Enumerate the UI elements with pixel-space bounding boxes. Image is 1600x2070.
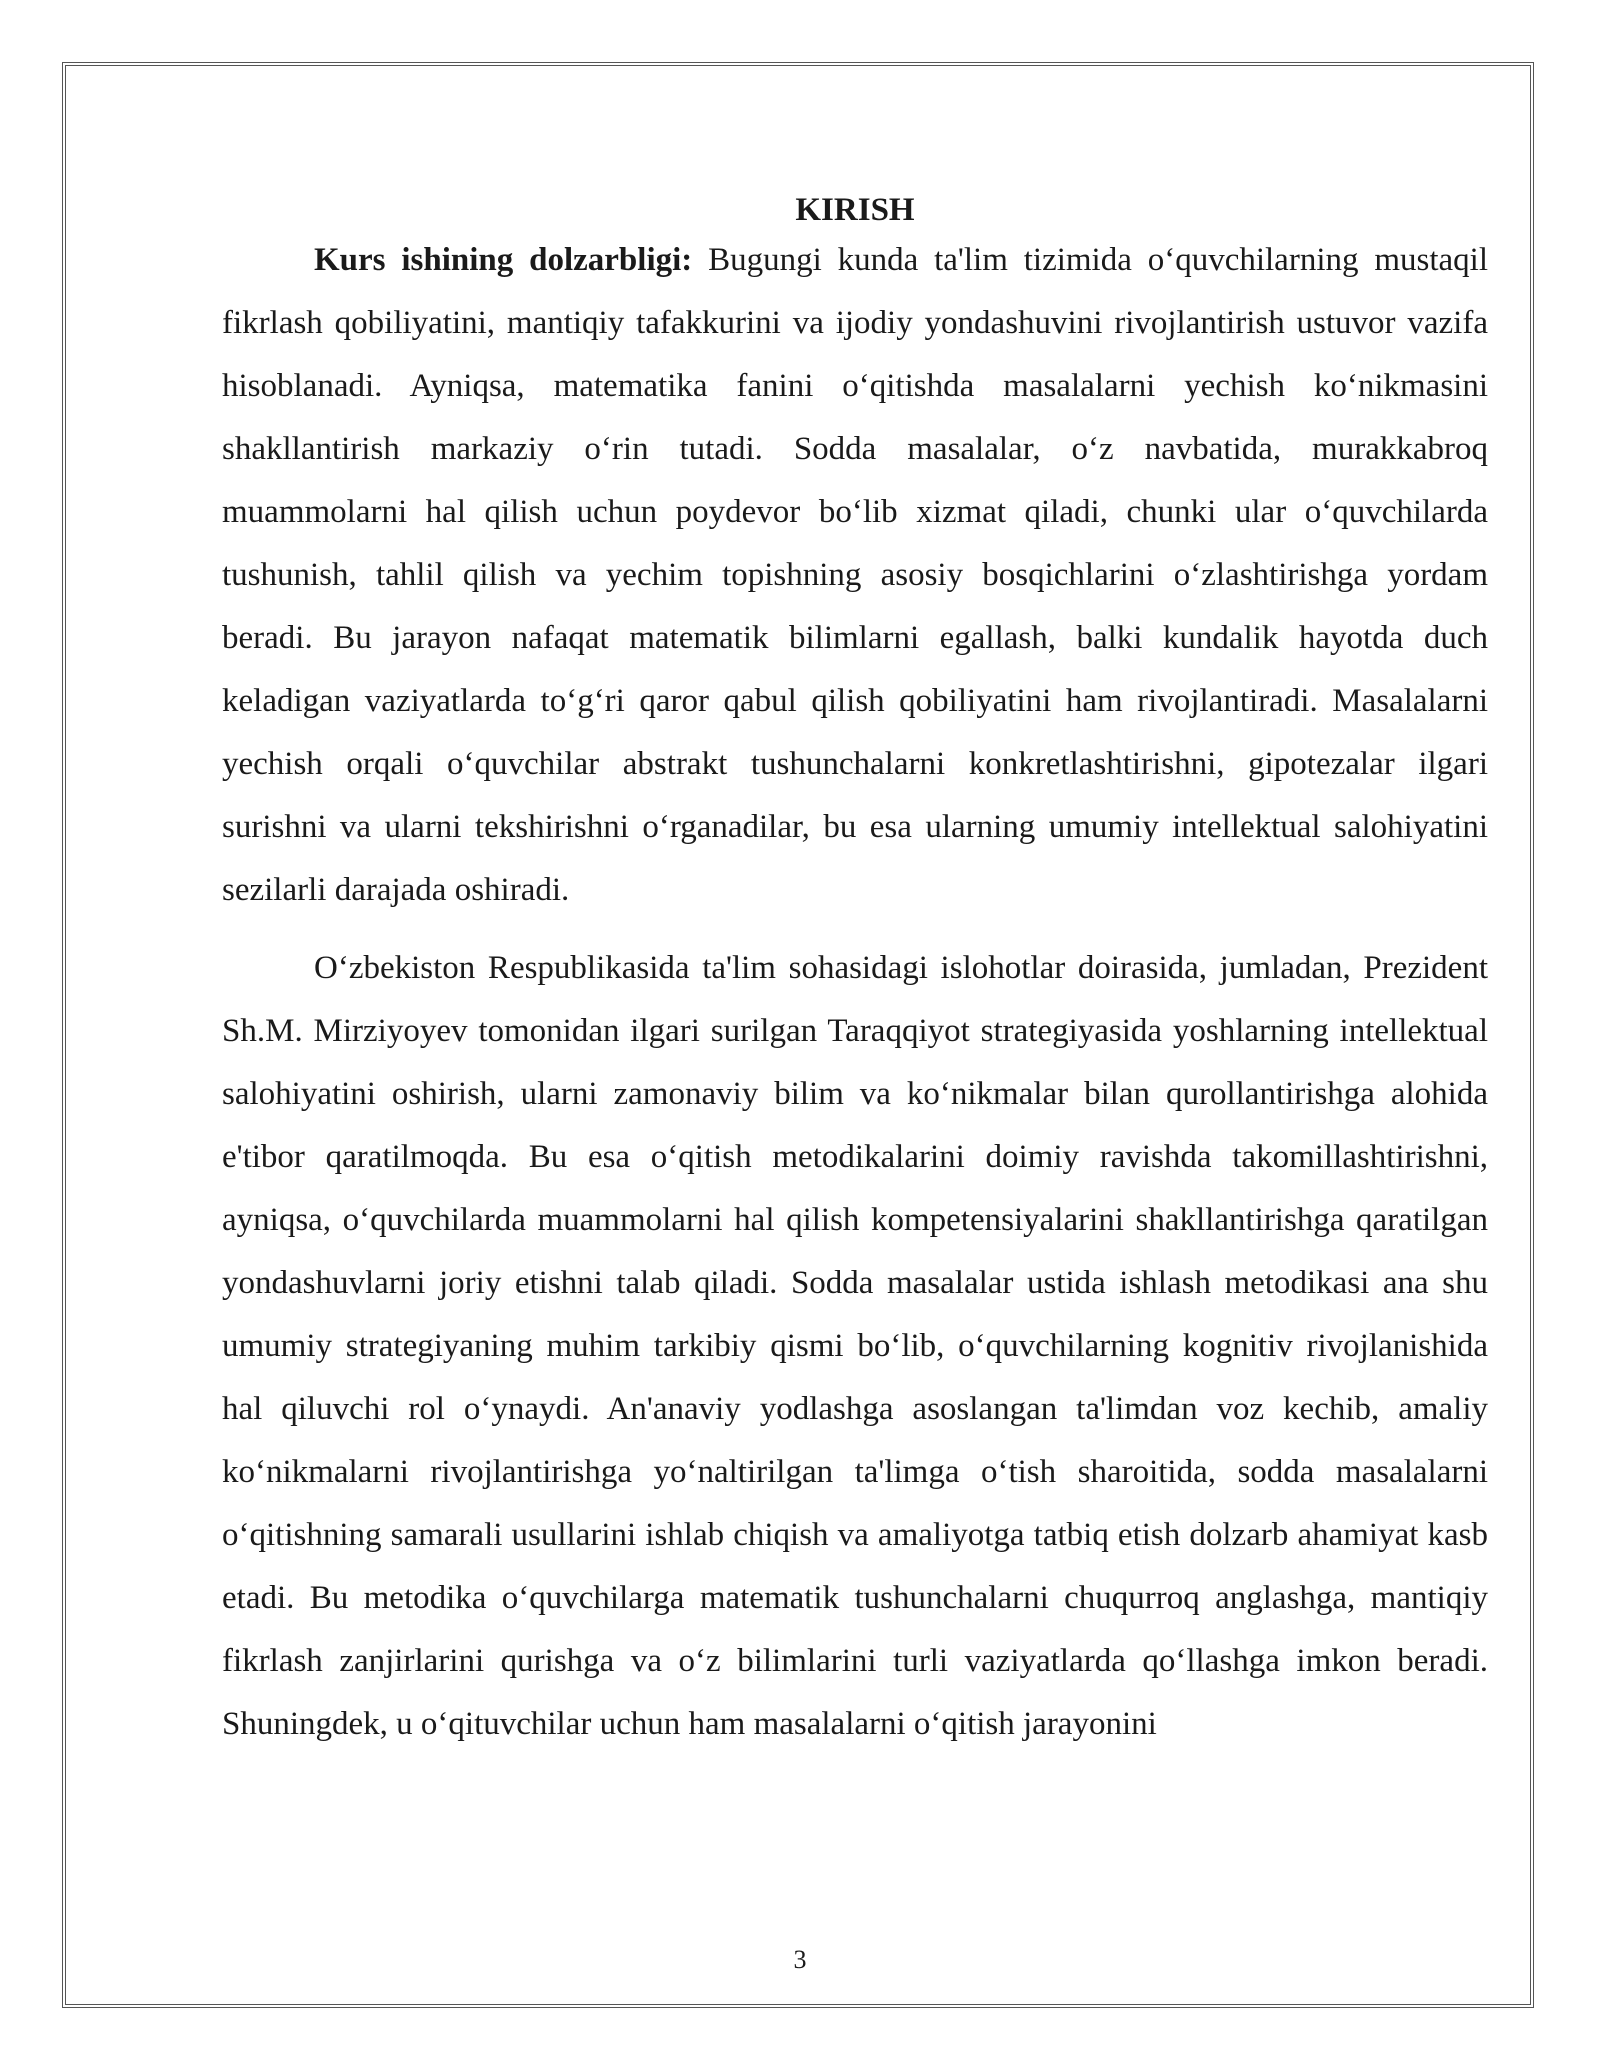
- paragraph-relevance: [222, 229, 1488, 922]
- paragraph-lead: Kurs ishining dolzarbligi:: [314, 242, 693, 278]
- page-number: 3: [793, 1945, 807, 1974]
- paragraph-text: Bugungi kunda ta'lim tizimida o‘quvchilarning mustaqil fikrlash qobiliyatini, mantiqiy tafakkurini va ijodiy yondashuvini rivojlantirish ustuvor vazifa hisoblanadi. Ayniqsa, matematika fanini o‘qitishda masalalarni yechish ko‘nikmasini shakllantirish markaziy o‘rin tutadi. Sodda masalalar, o‘z navbatida, murakkabroq muammolarni hal qilish uchun poydevor bo‘lib xizmat qiladi, chunki ular o‘quvchilarda tushunish, tahlil qilish va yechim topishning asosiy bosqichlarini o‘zlashtirishga yordam beradi. Bu jarayon nafaqat matematik bilimlarni egallash, balki kundalik hayotda duch keladigan vaziyatlarda to‘g‘ri qaror qabul qilish qobiliyatini ham rivojlantiradi. Masalalarni yechish orqali o‘quvchilar abstrakt tushunchalarni konkretlashtirishni, gipotezalar ilgari surishni va ularni tekshirishni o‘rganadilar, bu esa ularning umumiy intellektual salohiyatini sezilarli darajada oshiradi.: [222, 242, 1488, 908]
- page-content: [222, 185, 1488, 1756]
- section-heading: KIRISH: [795, 192, 915, 228]
- paragraph-reforms: O‘zbekiston Respublikasida ta'lim sohasidagi islohotlar doirasida, jumladan, Prezident Sh.M. Mirziyoyev tomonidan ilgari surilgan Taraqqiyot strategiyasida yoshlarning intellektual salohiyatini oshirish, ularni zamonaviy bilim va ko‘nikmalar bilan qurollantirishga alohida e'tibor qaratilmoqda. Bu esa o‘qitish metodikalarini doimiy ravishda takomillashtirishni, ayniqsa, o‘quvchilarda muammolarni hal qilish kompetensiyalarini shakllantirishga qaratilgan yondashuvlarni joriy etishni talab qiladi. Sodda masalalar ustida ishlash metodikasi ana shu umumiy strategiyaning muhim tarkibiy qismi bo‘lib, o‘quvchilarning kognitiv rivojlanishida hal qiluvchi rol o‘ynaydi. An'anaviy yodlashga asoslangan ta'limdan voz kechib, amaliy ko‘nikmalarni rivojlantirishga yo‘naltirilgan ta'limga o‘tish sharoitida, sodda masalalarni o‘qitishning samarali usullarini ishlab chiqish va amaliyotga tatbiq etish dolzarb ahamiyat kasb etadi. Bu metodika o‘quvchilarga matematik tushunchalarni chuqurroq anglashga, mantiqiy fikrlash zanjirlarini qurishga va o‘z bilimlarini turli vaziyatlarda qo‘llashga imkon beradi. Shuningdek, u o‘qituvchilar uchun ham masalalarni o‘qitish jarayonini: [222, 950, 1488, 1742]
